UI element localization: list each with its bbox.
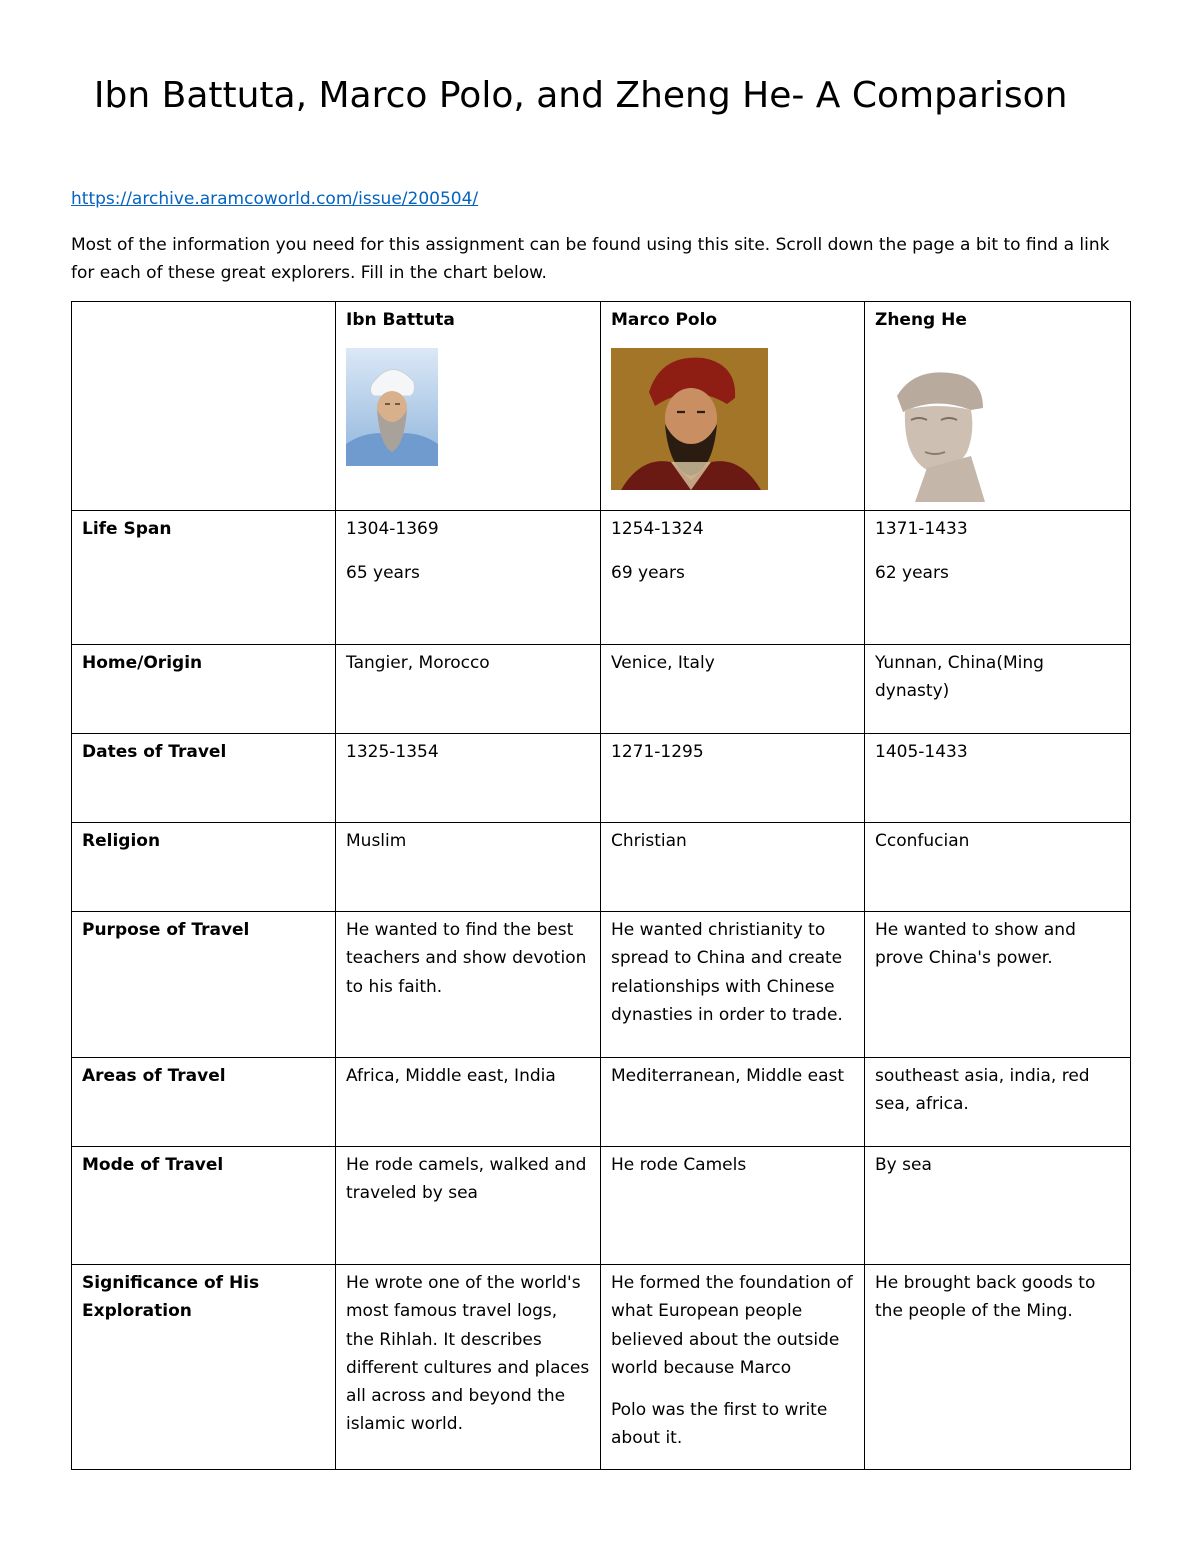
table-cell: He wanted to show and prove China's power. xyxy=(865,912,1131,1058)
table-cell: He brought back goods to the people of the Ming. xyxy=(865,1265,1131,1470)
column-label: Zheng He xyxy=(875,310,967,330)
table-row xyxy=(72,1058,1131,1147)
table-row xyxy=(72,1265,1131,1470)
table-cell: Tangier, Morocco xyxy=(336,645,601,734)
table-cell: He rode camels, walked and traveled by sea xyxy=(336,1147,601,1265)
table-cell: Mediterranean, Middle east xyxy=(601,1058,865,1147)
table-cell: 1271-1295 xyxy=(601,734,865,823)
table-cell: Venice, Italy xyxy=(601,645,865,734)
table-row xyxy=(72,823,1131,912)
column-label: Ibn Battuta xyxy=(346,310,455,330)
table-cell: He wrote one of the world's most famous travel logs, the Rihlah. It describes different cultures and places all across and beyond the islamic world. xyxy=(336,1265,601,1470)
ibn-battuta-portrait xyxy=(346,348,438,466)
header-empty-cell xyxy=(72,302,336,511)
table-cell: Cconfucian xyxy=(865,823,1131,912)
table-row xyxy=(72,1147,1131,1265)
header-marco-polo xyxy=(601,302,865,511)
table-row xyxy=(72,912,1131,1058)
table-cell: 1254-1324 69 years xyxy=(601,511,865,645)
table-cell: 1325-1354 xyxy=(336,734,601,823)
comparison-table xyxy=(71,301,1131,1470)
row-label: Purpose of Travel xyxy=(72,912,336,1058)
table-cell: Yunnan, China(Ming dynasty) xyxy=(865,645,1131,734)
table-row xyxy=(72,734,1131,823)
table-cell: He rode Camels xyxy=(601,1147,865,1265)
source-link[interactable]: https://archive.aramcoworld.com/issue/200504/ xyxy=(71,189,479,209)
table-cell: He wanted to find the best teachers and show devotion to his faith. xyxy=(336,912,601,1058)
row-label: Significance of His Exploration xyxy=(72,1265,336,1470)
table-cell: 1304-1369 65 years xyxy=(336,511,601,645)
document-title: Ibn Battuta, Marco Polo, and Zheng He- A Comparison xyxy=(71,75,1068,116)
row-label: Areas of Travel xyxy=(72,1058,336,1147)
table-cell: He wanted christianity to spread to China and create relationships with Chinese dynasties in order to trade. xyxy=(601,912,865,1058)
marco-polo-portrait xyxy=(611,348,768,490)
table-cell: Christian xyxy=(601,823,865,912)
zheng-he-portrait xyxy=(875,356,1000,502)
row-label: Dates of Travel xyxy=(72,734,336,823)
row-label: Home/Origin xyxy=(72,645,336,734)
table-cell: 1405-1433 xyxy=(865,734,1131,823)
instructions-text: Most of the information you need for this assignment can be found using this site. Scroll down the page a bit to find a link for each of these great explorers. Fill in the chart below. xyxy=(71,235,1110,283)
column-label: Marco Polo xyxy=(611,310,718,330)
table-cell: By sea xyxy=(865,1147,1131,1265)
table-row xyxy=(72,645,1131,734)
table-cell: 1371-1433 62 years xyxy=(865,511,1131,645)
header-zheng-he xyxy=(865,302,1131,511)
table-cell: He formed the foundation of what European people believed about the outside world because Marco Polo was the first to write about it. xyxy=(601,1265,865,1470)
row-label: Life Span xyxy=(72,511,336,645)
row-label: Religion xyxy=(72,823,336,912)
table-cell: Muslim xyxy=(336,823,601,912)
table-cell: southeast asia, india, red sea, africa. xyxy=(865,1058,1131,1147)
table-row xyxy=(72,511,1131,645)
table-header-row xyxy=(72,302,1131,511)
header-ibn-battuta xyxy=(336,302,601,511)
table-cell: Africa, Middle east, India xyxy=(336,1058,601,1147)
row-label: Mode of Travel xyxy=(72,1147,336,1265)
